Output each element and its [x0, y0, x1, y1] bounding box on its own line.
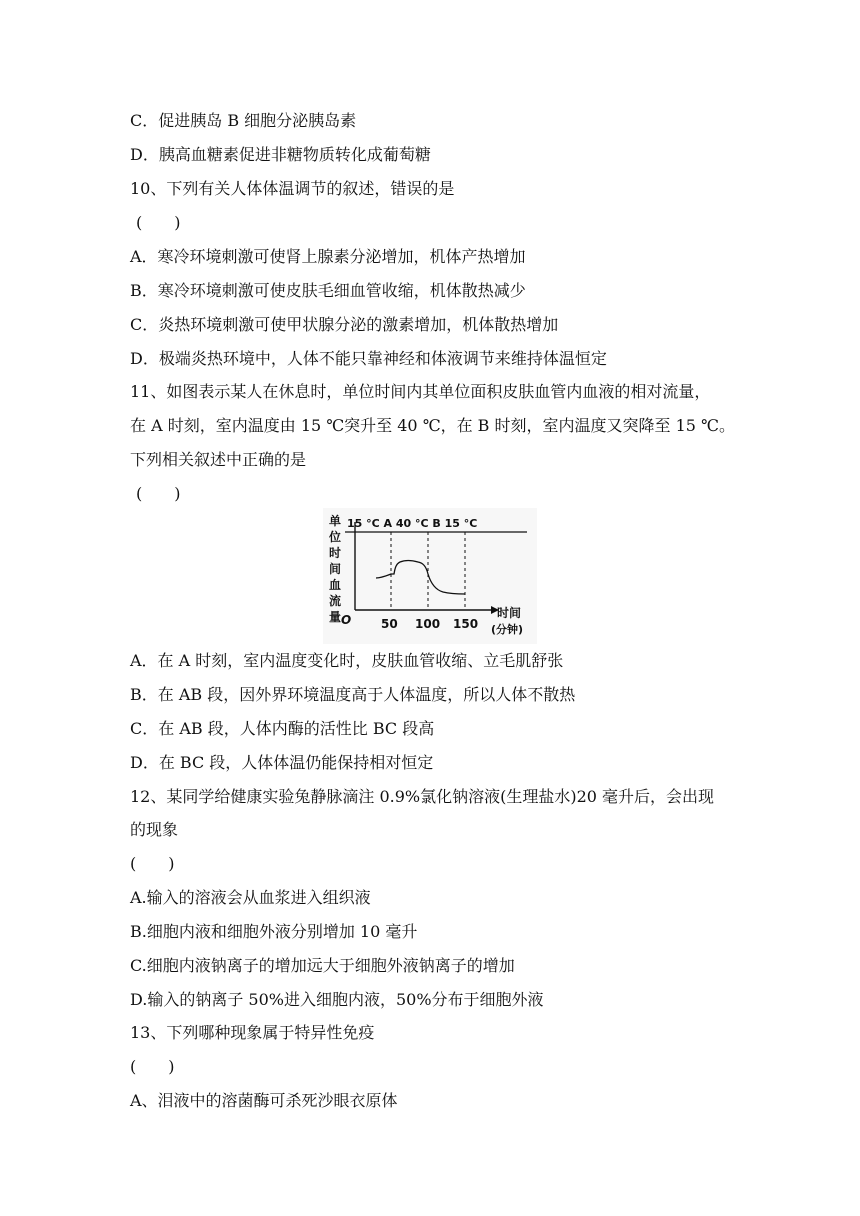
- x-axis-label: 时间: [497, 606, 522, 620]
- y-label-char: 量: [329, 610, 342, 624]
- q11-option-d: D．在 BC 段，人体体温仍能保持相对恒定: [130, 753, 434, 772]
- q10-stem: 10、下列有关人体体温调节的叙述，错误的是: [130, 179, 455, 198]
- q10-option-b: B．寒冷环境刺激可使皮肤毛细血管收缩，机体散热减少: [130, 281, 526, 300]
- q11-option-b: B．在 AB 段，因外界环境温度高于人体温度，所以人体不散热: [130, 685, 576, 704]
- origin-label: O: [341, 613, 352, 627]
- x-tick-label: 50: [381, 617, 398, 631]
- q11-stem-line2: 在 A 时刻，室内温度由 15 ℃突升至 40 ℃，在 B 时刻，室内温度又突降至 15 ℃。: [130, 416, 735, 435]
- q12-option-b: B.细胞内液和细胞外液分别增加 10 毫升: [130, 922, 418, 941]
- q12-stem-line1: 12、某同学给健康实验兔静脉滴注 0.9%氯化钠溶液(生理盐水)20 毫升后，会出现: [130, 787, 715, 806]
- y-label-char: 血: [329, 578, 342, 592]
- q12-option-c: C.细胞内液钠离子的增加远大于细胞外液钠离子的增加: [130, 956, 515, 975]
- q10-option-c: C．炎热环境刺激可使甲状腺分泌的激素增加，机体散热增加: [130, 315, 559, 334]
- q12-stem-line2: 的现象: [130, 820, 179, 839]
- y-label-char: 位: [329, 530, 342, 544]
- q13-answer-blank: ( ): [130, 1057, 175, 1076]
- blood-flow-figure: [323, 508, 537, 644]
- x-tick-label: 150: [453, 617, 479, 631]
- q11-option-a: A．在 A 时刻，室内温度变化时，皮肤血管收缩、立毛肌舒张: [130, 651, 564, 670]
- q12-answer-blank: ( ): [130, 854, 175, 873]
- q10-answer-blank: ( ): [136, 213, 181, 232]
- x-axis-unit: (分钟): [491, 623, 524, 636]
- q9-option-d: D．胰高血糖素促进非糖物质转化成葡萄糖: [130, 145, 431, 164]
- q9-option-c: C．促进胰岛 B 细胞分泌胰岛素: [130, 111, 357, 130]
- q11-option-c: C．在 AB 段，人体内酶的活性比 BC 段高: [130, 719, 435, 738]
- y-label-char: 间: [329, 562, 342, 576]
- q13-stem: 13、下列哪种现象属于特异性免疫: [130, 1023, 375, 1042]
- q11-stem-line3: 下列相关叙述中正确的是: [130, 450, 307, 469]
- y-label-char: 流: [329, 594, 342, 608]
- temperature-label: 15 °C A 40 °C B 15 °C: [347, 517, 478, 530]
- y-label-char: 单: [329, 514, 342, 528]
- q10-option-a: A．寒冷环境刺激可使肾上腺素分泌增加，机体产热增加: [130, 247, 526, 266]
- q12-option-d: D.输入的钠离子 50%进入细胞内液，50%分布于细胞外液: [130, 990, 544, 1009]
- q12-option-a: A.输入的溶液会从血浆进入组织液: [130, 888, 371, 907]
- x-tick-label: 100: [415, 617, 441, 631]
- y-axis-label: [328, 513, 341, 624]
- q13-option-a: A、泪液中的溶菌酶可杀死沙眼衣原体: [130, 1091, 398, 1110]
- q11-answer-blank: ( ): [136, 484, 181, 503]
- y-label-char: 时: [329, 546, 342, 560]
- q11-stem-line1: 11、如图表示某人在休息时，单位时间内其单位面积皮肤血管内血液的相对流量，: [130, 382, 711, 401]
- q10-option-d: D．极端炎热环境中，人体不能只靠神经和体液调节来维持体温恒定: [130, 349, 607, 368]
